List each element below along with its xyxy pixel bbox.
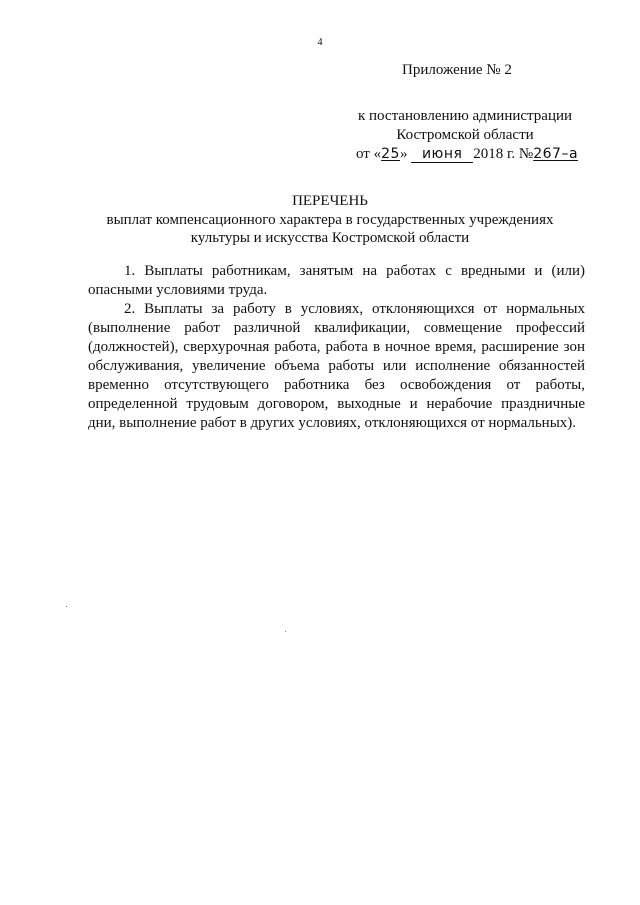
scan-speck	[66, 606, 67, 607]
resolution-line-2: Костромской области	[396, 127, 534, 143]
scan-speck	[285, 631, 286, 632]
title-line-2: культуры и искусства Костромской области	[190, 230, 470, 246]
document-title	[40, 192, 620, 247]
date-day-suffix: »	[399, 146, 408, 162]
resolution-line-1: к постановлению администрации	[357, 108, 573, 124]
resolution-date-line	[330, 145, 600, 164]
resolution-month-field	[411, 147, 473, 163]
resolution-number: 267–а	[533, 146, 579, 162]
date-year: 2018 г. №	[473, 146, 534, 162]
title-line-1: выплат компенсационного характера в государственных учреждениях	[106, 212, 554, 228]
list-item: 2. Выплаты за работу в условиях, отклоняющихся от нормальных (выполнение работ различной квалификации, совмещение профессий (должностей), сверхурочная работа, работа в ночное время, расширение зон обслуживания, увеличение объема работы или исполнение обязанностей временно отсутствующего работника без освобождения от работы, определенной трудовым договором, выходные и нерабочие праздничные дни, выполнение работ в других условиях, отклоняющихся от нормальных).	[88, 301, 585, 431]
date-prefix: от «	[356, 146, 382, 162]
resolution-reference	[330, 107, 600, 164]
resolution-month: июня	[421, 146, 463, 162]
appendix-title: Приложение № 2	[402, 62, 512, 78]
title-heading: ПЕРЕЧЕНЬ	[292, 193, 368, 209]
document-body	[88, 262, 585, 433]
resolution-day: 25	[381, 146, 400, 162]
page-number: 4	[317, 37, 323, 48]
list-item: 1. Выплаты работникам, занятым на работах с вредными и (или) опасными условиями труда.	[88, 263, 585, 298]
